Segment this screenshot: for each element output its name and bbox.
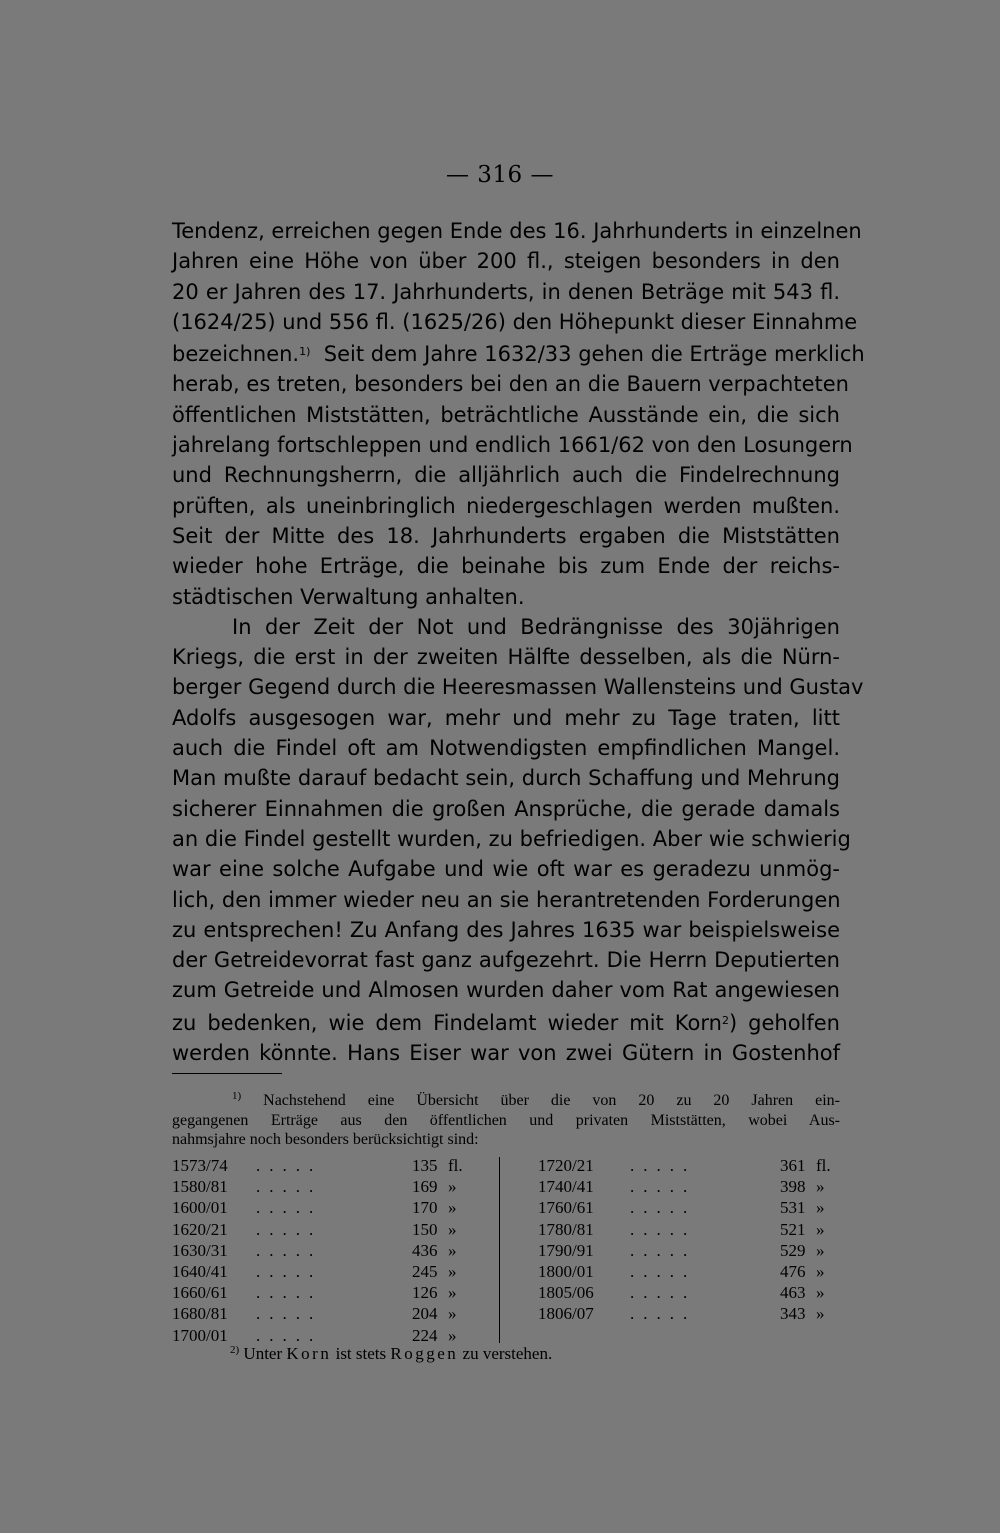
text-line: auch die Findel oft am Notwendigsten empfindlichen Mangel. [172, 736, 840, 761]
text-line: Seit der Mitte des 18. Jahrhunderts ergaben die Miststätten [172, 523, 840, 548]
page-number: — 316 — [445, 162, 555, 188]
table-row: 1805/06 ..... 463 » [538, 1283, 825, 1303]
text-line: In der Zeit der Not und Bedrängnisse des 30jährigen [232, 614, 840, 639]
table-row: 1790/91 ..... 529 » [538, 1240, 825, 1260]
table-row: 1780/81 ..... 521 » [538, 1219, 825, 1239]
table-row: 1800/01 ..... 476 » [538, 1261, 825, 1281]
text-line: jahrelang fortschleppen und endlich 1661/62 von den Losungern [172, 433, 853, 458]
text-line: sicherer Einnahmen die großen Ansprüche, die gerade damals [172, 796, 840, 821]
text-line: prüften, als uneinbringlich niedergeschlagen werden mußten. [172, 493, 840, 518]
table-row: 1760/61 ..... 531 » [538, 1198, 825, 1218]
footnote-1 [172, 1087, 840, 1150]
footnote-marker-1: 1) [232, 1090, 242, 1102]
text-line: Man mußte darauf bedacht sein, durch Schaffung und Mehrung [172, 766, 840, 791]
text-line: wieder hohe Erträge, die beinahe bis zum Ende der reichs- [172, 554, 840, 579]
table-row: 1580/81 ..... 169 » [172, 1177, 457, 1197]
text-line: öffentlichen Miststätten, beträchtliche Ausstände ein, die sich [172, 402, 840, 427]
table-row: 1630/31 ..... 436 » [172, 1240, 457, 1260]
footnote-line: nahmsjahre noch besonders berücksichtigt sind: [172, 1131, 479, 1148]
table-column-right [538, 1155, 840, 1325]
table-row: 1680/81 ..... 204 » [172, 1304, 457, 1324]
emphasized-word: Korn [286, 1344, 332, 1363]
text-line: städtischen Verwaltung anhalten. [172, 584, 525, 609]
text-line: berger Gegend durch die Heeresmassen Wallensteins und Gustav [172, 675, 864, 700]
table-row: 1806/07 ..... 343 » [538, 1304, 825, 1324]
text-line: (1624/25) und 556 fl. (1625/26) den Höhepunkt dieser Einnahme [172, 309, 858, 334]
footnote-ref-1[interactable]: 1) [299, 345, 311, 359]
text-line: 20 er Jahren des 17. Jahrhunderts, in denen Beträge mit 543 fl. [172, 279, 840, 304]
text-line: zu bedenken, wie dem Findelamt wieder mit Korn$^2$) geholfen [172, 1010, 840, 1035]
footnote-line: $^{1)}$ Nachstehend eine Übersicht über die von 20 zu 20 Jahren ein- [232, 1090, 840, 1109]
footnote-rule [172, 1073, 282, 1074]
table-column-left [172, 1155, 480, 1346]
text-line: an die Findel gestellt wurden, zu befriedigen. Aber wie schwierig [172, 826, 851, 851]
footnote-2: $^{2)}$ Unter Korn ist stets Roggen zu verstehen. [230, 1344, 553, 1363]
text-line: Jahren eine Höhe von über 200 fl., steigen besonders in den [172, 249, 840, 274]
table-row: 1620/21 ..... 150 » [172, 1219, 457, 1239]
text-line: zu entsprechen! Zu Anfang des Jahres 1635 war beispielsweise [172, 917, 840, 942]
footnote-marker-2: 2) [230, 1344, 240, 1356]
text-line: Kriegs, die erst in der zweiten Hälfte desselben, als die Nürn- [172, 645, 840, 670]
footnote-ref-2[interactable]: 2 [721, 1013, 729, 1027]
emphasized-word: Roggen [390, 1344, 459, 1363]
body-text [172, 216, 865, 1068]
table-row: 1640/41 ..... 245 » [172, 1261, 457, 1281]
table-row: 1740/41 ..... 398 » [538, 1177, 825, 1197]
text-line: bezeichnen.$^{1)}$ Seit dem Jahre 1632/33 gehen die Erträge merklich [172, 342, 865, 367]
text-line: und Rechnungsherrn, die alljährlich auch die Findelrechnung [172, 463, 840, 488]
text-line: war eine solche Aufgabe und wie oft war es geradezu unmög- [172, 857, 840, 882]
table-row: 1600/01 ..... 170 » [172, 1198, 457, 1218]
table-row: 1720/21 ..... 361 fl. [538, 1156, 831, 1175]
revenue-table [172, 1155, 840, 1347]
table-row: 1660/61 ..... 126 » [172, 1283, 457, 1303]
text-line: werden könnte. Hans Eiser war von zwei Gütern in Gostenhof [172, 1041, 840, 1066]
text-line: Tendenz, erreichen gegen Ende des 16. Jahrhunderts in einzelnen [172, 219, 862, 243]
table-row: 1700/01 ..... 224 » [172, 1325, 457, 1345]
text-line: der Getreidevorrat fast ganz aufgezehrt. Die Herrn Deputierten [172, 948, 840, 973]
text-line: herab, es treten, besonders bei den an die Bauern verpachteten [172, 372, 849, 397]
table-row: 1573/74 ..... 135 fl. [172, 1156, 463, 1175]
text-line: lich, den immer wieder neu an sie herantretenden Forderungen [172, 887, 841, 912]
table-divider [499, 1157, 500, 1343]
footnote-line: gegangenen Erträge aus den öffentlichen und privaten Miststätten, wobei Aus- [172, 1111, 840, 1129]
text-line: zum Getreide und Almosen wurden daher vom Rat angewiesen [172, 978, 840, 1003]
text-line: Adolfs ausgesogen war, mehr und mehr zu Tage traten, litt [172, 705, 840, 730]
